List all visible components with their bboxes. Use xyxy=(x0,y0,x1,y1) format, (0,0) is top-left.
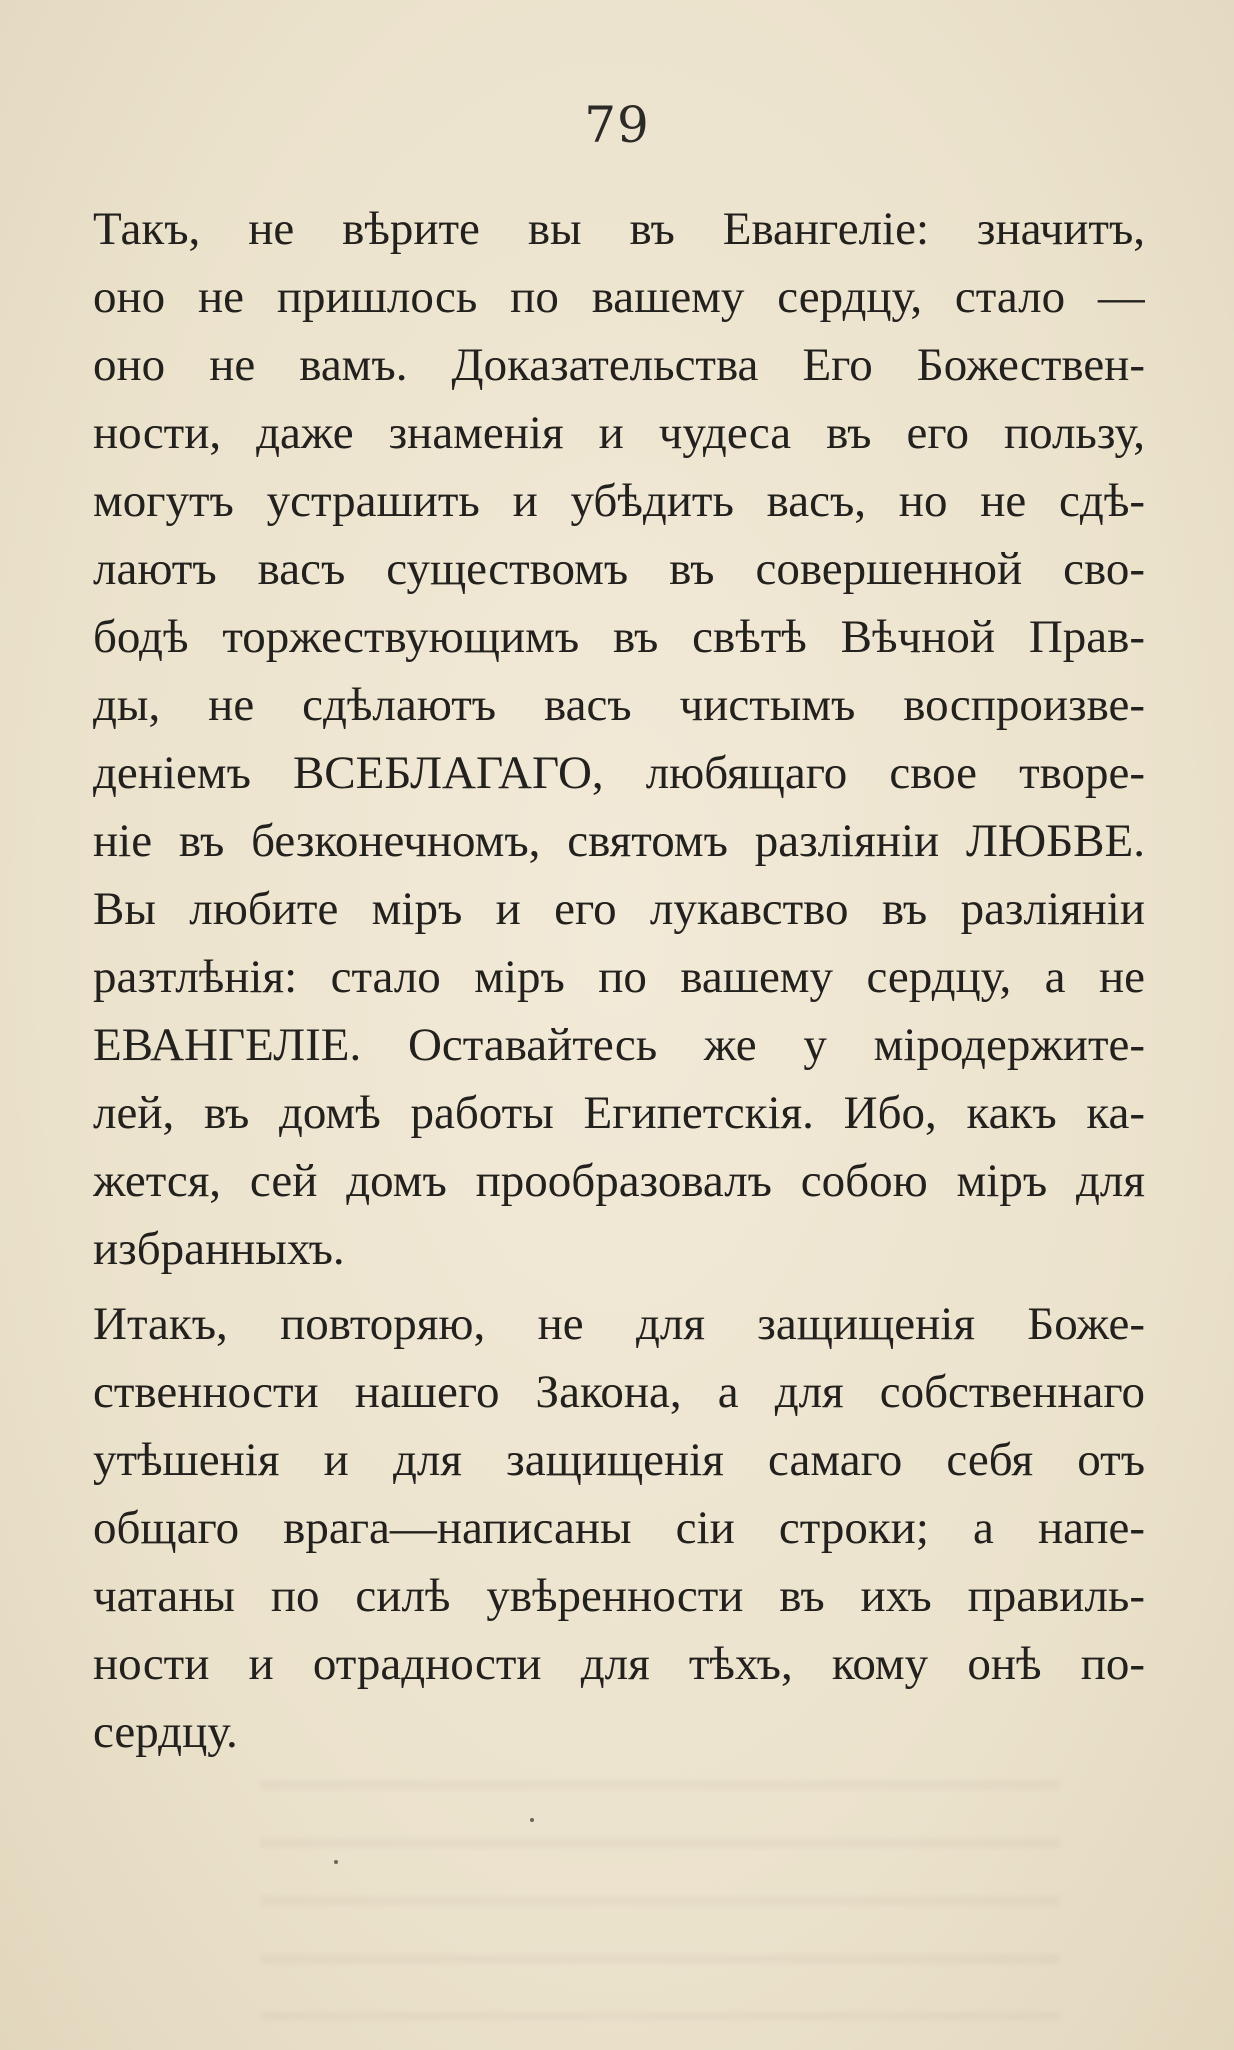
text-line: ности, даже знаменія и чудеса въ его пользу, xyxy=(93,407,1145,459)
text-line: ности и отрадности для тѣхъ, кому онѣ по- xyxy=(93,1638,1145,1690)
text-line: общаго врага—написаны сіи строки; а напе- xyxy=(93,1502,1145,1554)
text-line: сердцу. xyxy=(93,1706,238,1758)
text-line: лей, въ домѣ работы Египетскія. Ибо, какъ ка- xyxy=(93,1087,1145,1139)
text-line: избранныхъ. xyxy=(93,1223,345,1275)
text-line: оно не пришлось по вашему сердцу, стало — xyxy=(93,271,1145,323)
text-line: лаютъ васъ существомъ въ совершенной сво- xyxy=(93,543,1145,595)
ink-speck xyxy=(530,1818,534,1822)
text-line: оно не вамъ. Доказательства Его Божествен- xyxy=(93,339,1145,391)
text-line: могутъ устрашить и убѣдить васъ, но не сдѣ- xyxy=(93,475,1145,527)
text-line: утѣшенія и для защищенія самаго себя отъ xyxy=(93,1434,1145,1486)
paragraph-2 xyxy=(93,1290,1145,1766)
text-line: Итакъ, повторяю, не для защищенія Боже- xyxy=(93,1298,1145,1350)
text-line: ственности нашего Закона, а для собственнаго xyxy=(93,1366,1145,1418)
ink-speck xyxy=(334,1860,338,1864)
text-line: ніе въ безконечномъ, святомъ разліяніи ЛЮБВЕ. xyxy=(93,815,1145,867)
text-line: ЕВАНГЕЛІЕ. Оставайтесь же у міродержите- xyxy=(93,1019,1145,1071)
text-line: Вы любите міръ и его лукавство въ разліяніи xyxy=(93,883,1145,935)
bleed-through-shadow xyxy=(260,1780,1060,2020)
paragraph-1 xyxy=(93,195,1145,1283)
text-line: деніемъ ВСЕБЛАГАГО, любящаго свое творе- xyxy=(93,747,1145,799)
text-line: разтлѣнія: стало міръ по вашему сердцу, а не xyxy=(93,951,1145,1003)
page-number: 79 xyxy=(584,96,650,154)
text-line: бодѣ торжествующимъ въ свѣтѣ Вѣчной Прав- xyxy=(93,611,1145,663)
text-line: Такъ, не вѣрите вы въ Евангеліе: значитъ, xyxy=(93,203,1145,255)
text-line: чатаны по силѣ увѣренности въ ихъ правиль- xyxy=(93,1570,1145,1622)
text-line: жется, сей домъ прообразовалъ собою міръ для xyxy=(93,1155,1145,1207)
text-line: ды, не сдѣлаютъ васъ чистымъ воспроизве- xyxy=(93,679,1145,731)
